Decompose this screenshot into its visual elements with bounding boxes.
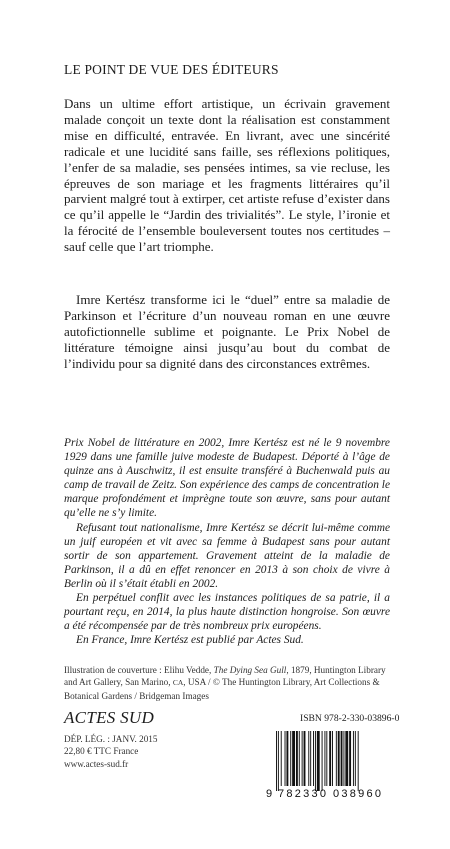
barcode-bar <box>278 731 279 791</box>
barcode-bar <box>302 731 303 786</box>
barcode-bar <box>329 731 331 786</box>
barcode-bar <box>315 731 316 791</box>
author-biography <box>64 436 390 647</box>
barcode-bar <box>310 731 311 786</box>
artwork-title: The Dying Sea Gull <box>213 665 287 675</box>
barcode-bar <box>285 731 286 786</box>
barcode-bar <box>341 731 343 786</box>
barcode-bar <box>317 731 320 791</box>
barcode-bar <box>349 731 351 786</box>
legal-deposit: DÉP. LÉG. : JANV. 2015 <box>64 734 158 744</box>
barcode-bar <box>332 731 333 786</box>
barcode-bars <box>276 731 359 791</box>
barcode-bar <box>353 731 354 786</box>
synopsis-paragraph-2: Imre Kertész transforme ici le “duel” entre sa maladie de Parkinson et l’écriture d’un nouveau roman en une œuvre autofictionnelle sublime et poignante. Le Prix Nobel de littérature témoigne ainsi jusqu’au bout du combat de l’individu pour sa dignité dans des circonstances extrêmes. <box>64 292 390 371</box>
credit-suffix: , USA / © The Huntington Library, Art Collections & Botanical Gardens / Bridgeman Images <box>64 677 380 701</box>
barcode-digit-lead: 9 <box>266 788 273 799</box>
credit-state: CA <box>172 678 184 688</box>
price: 22,80 € TTC France <box>64 746 139 757</box>
bio-paragraph: Prix Nobel de littérature en 2002, Imre Kertész est né le 9 novembre 1929 dans une famille juive modeste de Budapest. Déporté à l’âge de quinze ans à Auschwitz, il est ensuite transféré à Buchenwald puis au camp de travail de Zeitz. Son expérience des camps de concentration le marque profondément et imprègne toute son œuvre, sans pour autant qu’elle ne s’y limite. <box>64 437 390 520</box>
credit-middle: , 1879, Huntington Library and Art Gallery, San Marino, <box>64 665 386 688</box>
legal-info <box>64 733 158 770</box>
barcode-bar <box>345 731 348 786</box>
barcode-bar <box>304 731 306 786</box>
barcode-bar <box>281 731 282 786</box>
bio-paragraph: En perpétuel conflit avec les instances politiques de sa patrie, il a pourtant reçu, en 2014, la plus haute distinction hongroise. Son œuvre a été récompensée par de très nombreux prix européens. <box>64 592 390 633</box>
barcode-bar <box>338 731 340 786</box>
barcode-bar <box>322 731 323 791</box>
bio-paragraph: Refusant tout nationalisme, Imre Kertész se décrit lui-même comme un juif européen et vit avec sa femme à Budapest sans pour autant sortir de son appartement. Gravement atteint de la maladie de Parkinson, il a dû en effet renoncer en 2013 à son choix de vivre à Berlin où il s’était établi en 2002. <box>64 521 390 590</box>
isbn-label: ISBN 978-2-330-03896-0 <box>300 713 400 724</box>
barcode-bar <box>276 731 277 791</box>
barcode-digits-left: 782330 <box>278 788 326 799</box>
barcode-bar <box>355 731 356 786</box>
barcode-bar <box>286 731 288 786</box>
credit-prefix: Illustration de couverture : Elihu Vedde, <box>64 665 214 675</box>
section-heading: LE POINT DE VUE DES ÉDITEURS <box>64 62 279 77</box>
cover-illustration-credit <box>64 664 394 702</box>
barcode-bar <box>290 731 291 786</box>
barcode-bar <box>324 731 325 786</box>
isbn-barcode <box>264 729 392 799</box>
publisher-name: ACTES SUD <box>64 708 155 727</box>
barcode-bar <box>343 731 344 786</box>
bio-paragraph: En France, Imre Kertész est publié par Actes Sud. <box>76 634 304 647</box>
barcode-digits-right: 038960 <box>333 788 381 799</box>
barcode-bar <box>358 731 359 791</box>
synopsis-paragraph-1: Dans un ultime effort artistique, un écrivain gravement malade conçoit un texte dont la réalisation est constamment mise en difficulté, entravée. En livrant, avec une sincérité radicale et une lucidité sans faille, ses réflexions politiques, l’enfer de sa maladie, ses pensées intimes, sa vie recluse, les épreuves de son mariage et les fragments littéraires qu’il parvient malgré tout à extirper, cet artiste refuse d’exister dans ce qu’il appelle le “Jardin des trivialités”. Le style, l’ironie et la férocité de l’ensemble bouleversent toutes nos certitudes – sauf celle que l’art triomphe. <box>64 96 390 255</box>
publisher-website: www.actes-sud.fr <box>64 758 129 769</box>
barcode-bar <box>326 731 327 786</box>
barcode-bar <box>308 731 309 786</box>
barcode-bar <box>296 731 298 786</box>
barcode-bar <box>292 731 295 786</box>
barcode-bar <box>313 731 314 786</box>
barcode-bar <box>299 731 300 786</box>
barcode-bar <box>336 731 337 786</box>
